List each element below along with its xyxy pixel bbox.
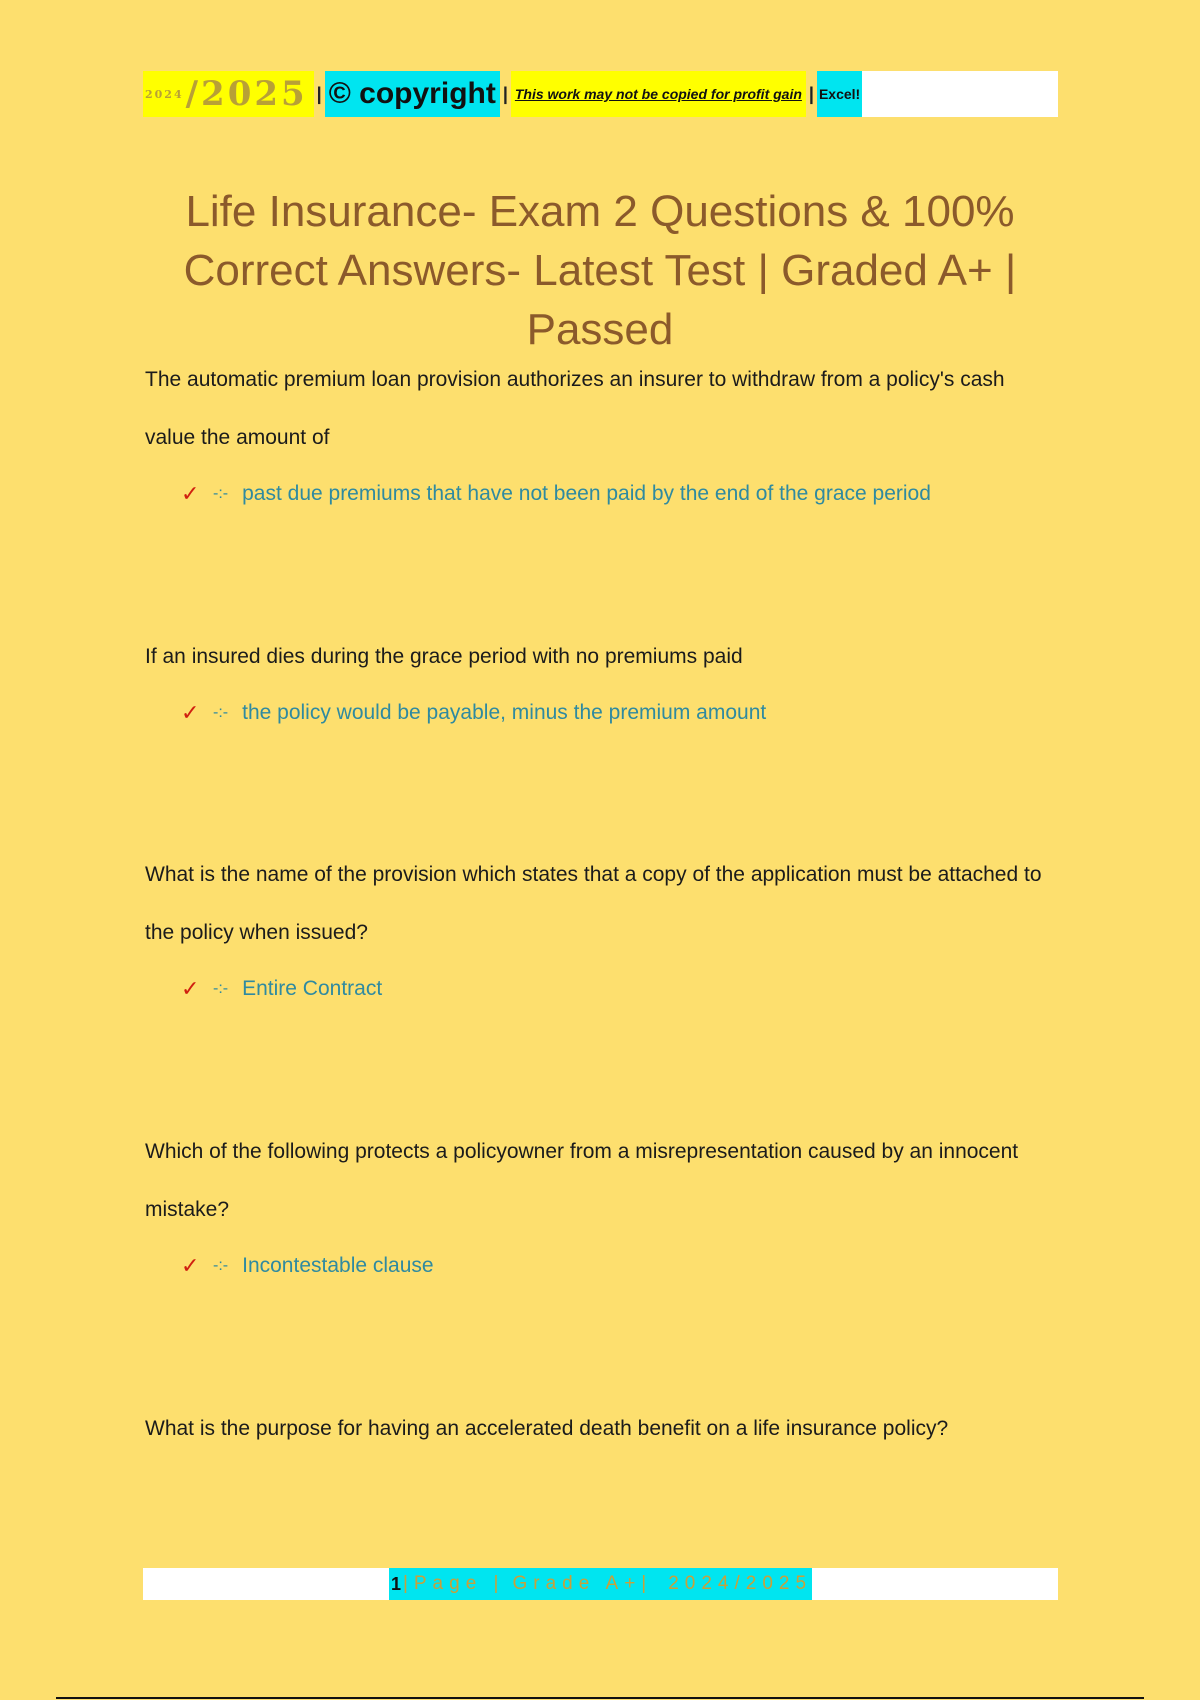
header-separator: | <box>806 71 817 117</box>
answer-row <box>181 1251 1045 1281</box>
checkmark-icon: ✓ <box>181 1253 200 1278</box>
bottom-divider <box>56 1697 1144 1699</box>
question-text: The automatic premium loan provision authorizes an insurer to withdraw from a policy's cash value the amount of <box>145 368 1005 449</box>
qa-item <box>145 1123 1045 1281</box>
question-text: Which of the following protects a policyowner from a misrepresentation caused by an innocent mistake? <box>145 1140 1019 1221</box>
checkmark-icon: ✓ <box>181 481 200 506</box>
header-year-small: 2024 <box>145 87 184 101</box>
header-notice: This work may not be copied for profit gain <box>511 71 806 117</box>
answer-text: past due premiums that have not been paid by the end of the grace period <box>242 482 931 505</box>
answer-row <box>181 479 1045 509</box>
answer-row <box>181 698 1045 728</box>
header-excel: Excel! <box>817 71 862 117</box>
answer-text: the policy would be payable, minus the premium amount <box>242 701 767 724</box>
footer-page-label: |Page | <box>403 1568 513 1600</box>
page-footer <box>143 1568 1058 1600</box>
qa-item <box>145 846 1045 1004</box>
answer-text: Entire Contract <box>242 977 383 1000</box>
header-copyright: © copyright <box>325 71 500 117</box>
footer-page-number: 1 <box>389 1568 403 1600</box>
header-year <box>143 71 314 117</box>
qa-item <box>145 351 1045 509</box>
footer-year: 2024/2025 <box>660 1568 812 1600</box>
header-banner <box>143 71 1058 117</box>
header-separator: | <box>314 71 325 117</box>
answer-row <box>181 974 1045 1004</box>
header-year-big: /2025 <box>185 74 308 114</box>
qa-item <box>145 1400 1045 1458</box>
footer-grade: Grade A+| <box>512 1568 660 1600</box>
answer-separator: -:- <box>213 485 229 502</box>
answer-separator: -:- <box>213 980 229 997</box>
answer-separator: -:- <box>213 704 229 721</box>
header-separator: | <box>500 71 511 117</box>
checkmark-icon: ✓ <box>181 976 200 1001</box>
question-text: What is the name of the provision which states that a copy of the application must be attached to the policy when issued? <box>145 863 1042 944</box>
question-text: What is the purpose for having an accelerated death benefit on a life insurance policy? <box>145 1417 949 1440</box>
document-title: Life Insurance- Exam 2 Questions & 100% Correct Answers- Latest Test | Graded A+ | Passed <box>183 187 1017 354</box>
question-text: If an insured dies during the grace period with no premiums paid <box>145 645 743 668</box>
answer-text: Incontestable clause <box>242 1254 434 1277</box>
qa-item <box>145 628 1045 728</box>
answer-separator: -:- <box>213 1257 229 1274</box>
header-filler <box>862 71 1058 117</box>
checkmark-icon: ✓ <box>181 700 200 725</box>
